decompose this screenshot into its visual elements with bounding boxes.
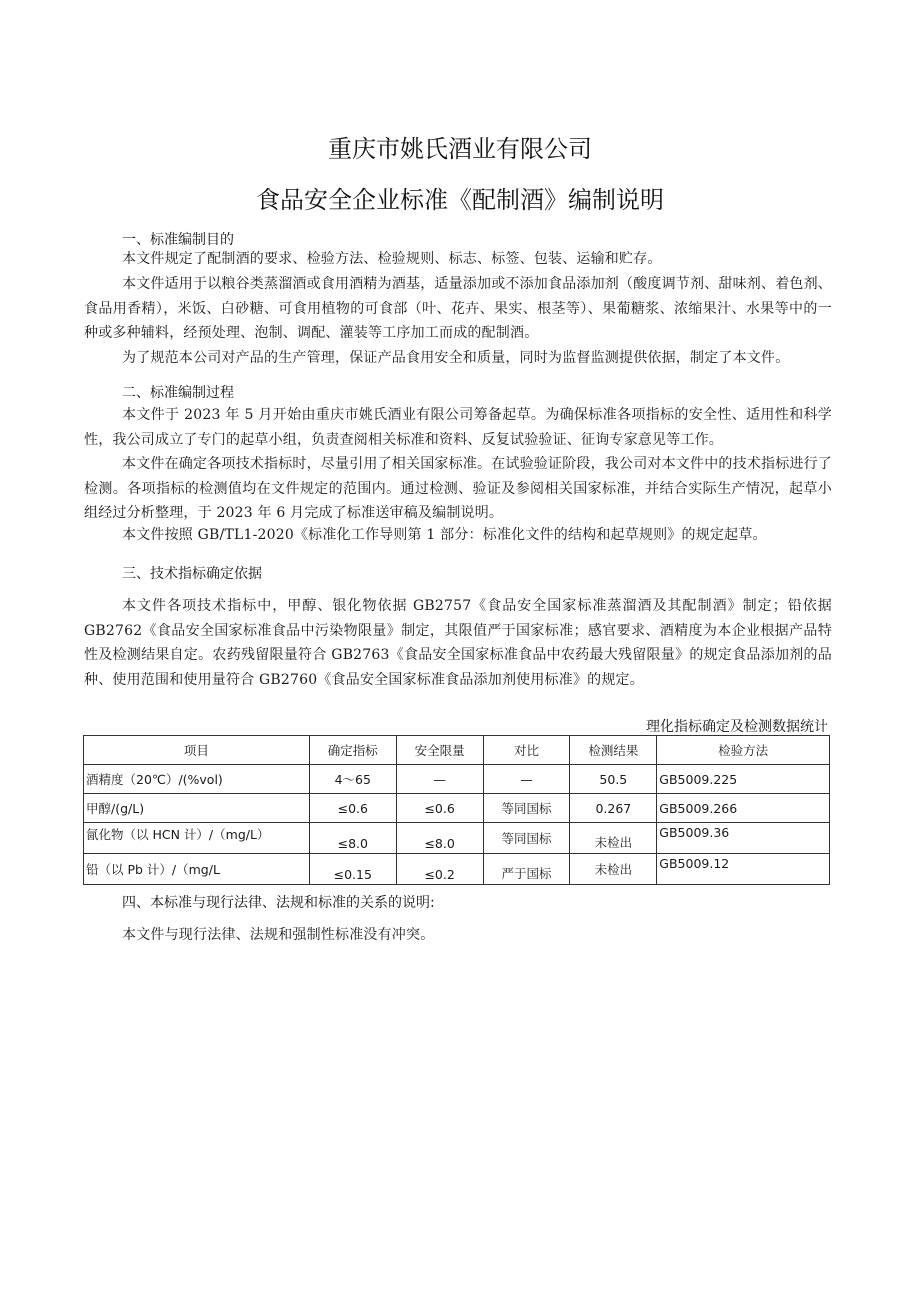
cell-compare: —	[483, 765, 570, 794]
cell-item: 氤化物（以 HCN 计）/（mg/L）	[84, 823, 310, 854]
cell-result: 未检出	[570, 854, 657, 885]
cell-limit: ≤0.2	[396, 854, 483, 885]
cell-spec: ≤0.15	[309, 854, 396, 885]
data-table	[83, 735, 830, 885]
section1-paragraph-2: 本文件适用于以粮谷类蒸溜酒或食用酒精为酒基，适量添加或不添加食品添加剂（酸度调节剂、甜味剂、着色剂、食品用香精），米饭、白砂糖、可食用植物的可食部（叶、花卉、果实、根茎等）、果葡糖浆、浓缩果汁、水果等中的一种或多种辅料，经预处理、泡制、调配、灌装等工序加工而成的配制酒。	[84, 276, 832, 341]
cell-item: 铅（以 Pb 计）/（mg/L	[84, 854, 310, 885]
table-row	[84, 794, 830, 823]
cell-compare: 等同国标	[483, 823, 570, 854]
cell-limit: ≤8.0	[396, 823, 483, 854]
header-limit: 安全限量	[396, 736, 483, 765]
table-caption: 理化指标确定及检测数据统计	[646, 719, 828, 735]
cell-spec: ≤0.6	[309, 794, 396, 823]
table-row	[84, 765, 830, 794]
cell-result: 未检出	[570, 823, 657, 854]
cell-result: 50.5	[570, 765, 657, 794]
cell-item: 酒精度（20℃）/(%vol)	[84, 765, 310, 794]
section3-paragraph: 本文件各项技术指标中，甲醇、银化物依据 GB2757《食品安全国家标准蒸溜酒及其配制酒》制定；铅依据 GB2762《食品安全国家标准食品中污染物限量》制定，其限值严于国家标准；感官要求、酒精度为本企业根据产品特性及检测结果自定。农药残留限量符合 GB2763《食品安全国家标准食品中农药最大残留限量》的规定食品添加剂的品种、使用范围和使用量符合 GB2760《食品安全国家标准食品添加剂使用标准》的规定。	[84, 598, 832, 688]
cell-item: 甲醇/(g/L)	[84, 794, 310, 823]
table-header-row	[84, 736, 830, 765]
header-spec: 确定指标	[309, 736, 396, 765]
cell-method: GB5009.12	[657, 854, 830, 885]
section2-paragraph-2: 本文件在确定各项技术指标时，尽量引用了相关国家标准。在试验验证阶段，我公司对本文件中的技术指标进行了检测。各项指标的检测值均在文件规定的范围内。通过检测、验证及参阅相关国家标准，并结合实际生产情况，起草小组经过分析整理，于 2023 年 6 月完成了标准送审稿及编制说明。	[84, 456, 832, 521]
section3-heading: 三、技术指标确定依据	[122, 566, 262, 582]
section1-heading: 一、标准编制目的	[122, 232, 234, 248]
section1-paragraph-3: 为了规范本公司对产品的生产管理，保证产品食用安全和质量，同时为监督监测提供依据，制定了本文件。	[122, 350, 790, 366]
section1-paragraph-1: 本文件规定了配制酒的要求、检验方法、检验规则、标志、标签、包装、运输和贮存。	[122, 251, 662, 267]
cell-spec: 4～65	[309, 765, 396, 794]
cell-method: GB5009.225	[657, 765, 830, 794]
header-compare: 对比	[483, 736, 570, 765]
cell-method: GB5009.266	[657, 794, 830, 823]
header-result: 检测结果	[570, 736, 657, 765]
table-row	[84, 854, 830, 885]
section2-heading: 二、标准编制过程	[122, 385, 234, 401]
cell-method: GB5009.36	[657, 823, 830, 854]
table-row	[84, 823, 830, 854]
section4-heading: 四、本标准与现行法律、法规和标准的关系的说明:	[122, 895, 435, 911]
cell-compare: 严于国标	[483, 854, 570, 885]
header-item: 项目	[84, 736, 310, 765]
cell-spec: ≤8.0	[309, 823, 396, 854]
cell-limit: ≤0.6	[396, 794, 483, 823]
cell-result: 0.267	[570, 794, 657, 823]
company-title: 重庆市姚氏酒业有限公司	[328, 135, 592, 163]
cell-limit: —	[396, 765, 483, 794]
section2-paragraph-1: 本文件于 2023 年 5 月开始由重庆市姚氏酒业有限公司筹备起草。为确保标准各项指标的安全性、适用性和科学性，我公司成立了专门的起草小组，负责查阅相关标准和资料、反复试验验证、征询专家意见等工作。	[84, 407, 832, 448]
section4-paragraph: 本文件与现行法律、法规和强制性标准没有冲突。	[122, 927, 435, 943]
header-method: 检验方法	[657, 736, 830, 765]
section2-paragraph-3: 本文件按照 GB/TL1-2020《标准化工作导则第 1 部分：标准化文件的结构和起草规则》的规定起草。	[122, 527, 767, 543]
cell-compare: 等同国标	[483, 794, 570, 823]
document-title: 食品安全企业标准《配制酒》编制说明	[256, 186, 664, 214]
